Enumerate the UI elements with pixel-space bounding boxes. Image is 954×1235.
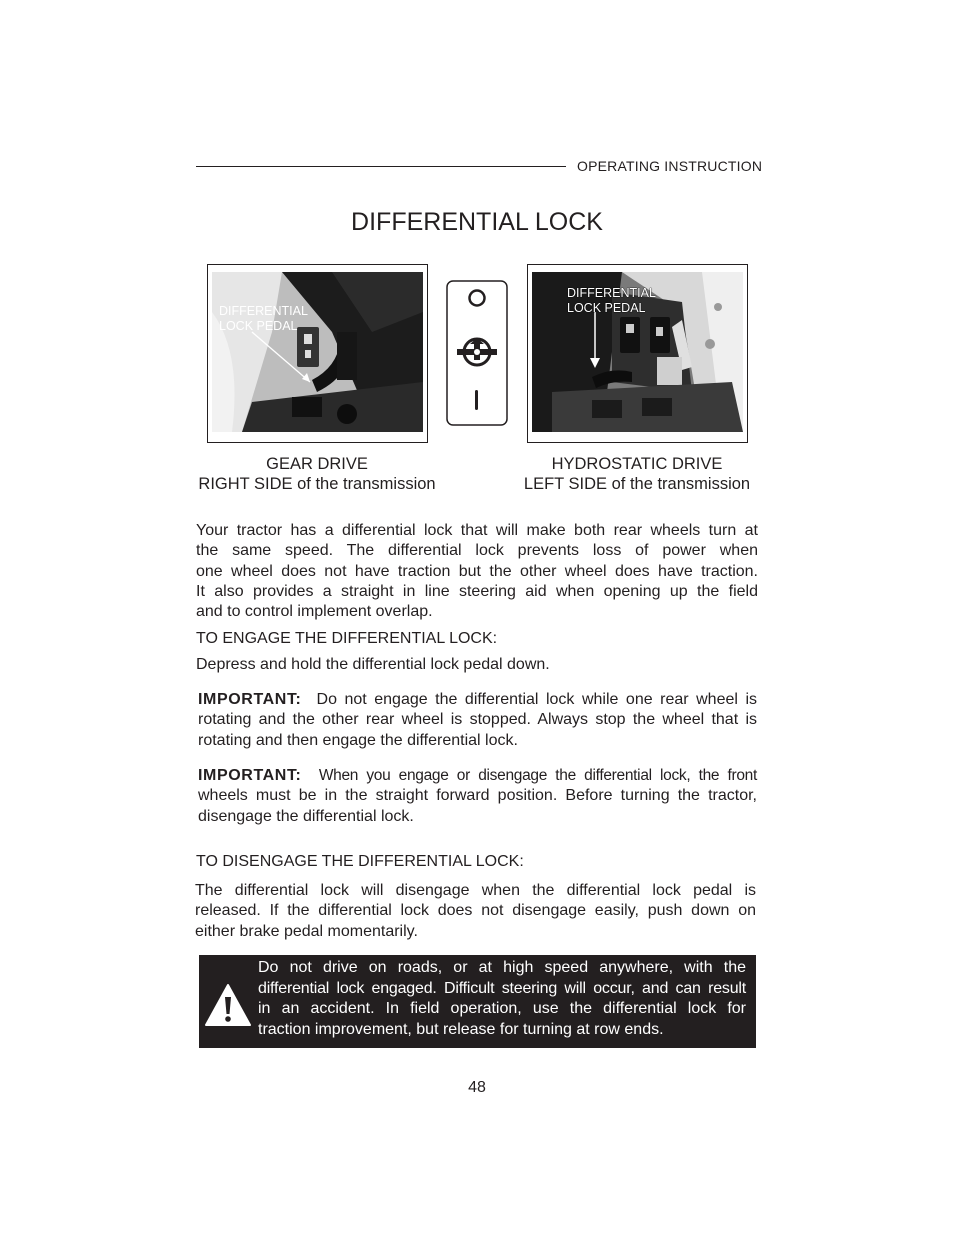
photo-gear-drive: [207, 264, 428, 443]
disengage-heading: TO DISENGAGE THE DIFFERENTIAL LOCK:: [196, 853, 524, 870]
page-title: DIFFERENTIAL LOCK: [351, 208, 603, 236]
differential-lock-decal: [446, 280, 506, 424]
important2-line: disengage the differential lock.: [198, 807, 414, 825]
disengage-line: The differential lock will disengage when the differential lock pedal is: [195, 882, 756, 899]
warning-line: differential lock engaged. Difficult steering will occur, and can result: [258, 979, 746, 997]
warning-text: [258, 958, 746, 1040]
intro-line: and to control implement overlap.: [196, 603, 433, 621]
gear-drive-photo-image: [212, 272, 423, 432]
right-photo-label-line1: DIFFERENTIAL: [567, 286, 656, 300]
warning-line: in an accident. In field operation, use the differential lock for: [258, 1000, 746, 1017]
warning-triangle-icon: [204, 983, 252, 1027]
disengage-paragraph: [195, 881, 756, 942]
important-note-2: [198, 766, 757, 827]
important-label: IMPORTANT:: [198, 767, 302, 784]
engage-text: Depress and hold the differential lock pedal down.: [196, 656, 550, 673]
photo-hydrostatic-drive: [527, 264, 748, 443]
caption-hydrostatic-drive: [498, 454, 776, 494]
warning-box: [199, 955, 756, 1048]
important1-line: Do not engage the differential lock while one rear wheel is: [316, 691, 758, 708]
caption-gear-drive: [178, 454, 456, 494]
disengage-line: either brake pedal momentarily.: [195, 922, 418, 940]
intro-line: the same speed. The differential lock prevents loss of power when: [196, 542, 758, 560]
intro-line: Your tractor has a differential lock that will make both rear wheels turn at: [196, 522, 758, 539]
disengage-line: released. If the differential lock does not disengage easily, push down on: [195, 902, 756, 920]
important2-line: wheels must be in the straight forward position. Before turning the tractor,: [198, 787, 757, 805]
page-number: 48: [468, 1079, 486, 1096]
important-note-1: [198, 690, 757, 751]
intro-paragraph: [196, 521, 758, 622]
intro-line: one wheel does not have traction but the other wheel does have traction.: [196, 562, 758, 580]
header-rule: [196, 166, 566, 167]
warning-line: traction improvement, but release for turning at row ends.: [258, 1020, 664, 1038]
caption-right-line2: LEFT SIDE of the transmission: [523, 475, 751, 493]
left-photo-label-line1: DIFFERENTIAL: [219, 304, 308, 318]
engage-heading: TO ENGAGE THE DIFFERENTIAL LOCK:: [196, 630, 498, 647]
section-header: OPERATING INSTRUCTION: [577, 158, 763, 174]
left-photo-label-line2: LOCK PEDAL: [219, 319, 298, 333]
right-photo-label-line2: LOCK PEDAL: [567, 301, 646, 315]
important1-line: rotating and the other rear wheel is stopped. Always stop the wheel that is: [198, 711, 757, 729]
caption-left-line2: RIGHT SIDE of the transmission: [198, 475, 436, 493]
important2-line: When you engage or disengage the differential lock, the front: [318, 767, 757, 784]
important1-line: rotating and then engage the differential lock.: [198, 731, 518, 749]
warning-line: Do not drive on roads, or at high speed anywhere, with the: [258, 959, 746, 976]
caption-left-line1: GEAR DRIVE: [266, 455, 368, 473]
important-label: IMPORTANT:: [198, 691, 302, 708]
intro-line: It also provides a straight in line steering aid when opening up the field: [196, 582, 758, 600]
caption-right-line1: HYDROSTATIC DRIVE: [551, 455, 723, 473]
